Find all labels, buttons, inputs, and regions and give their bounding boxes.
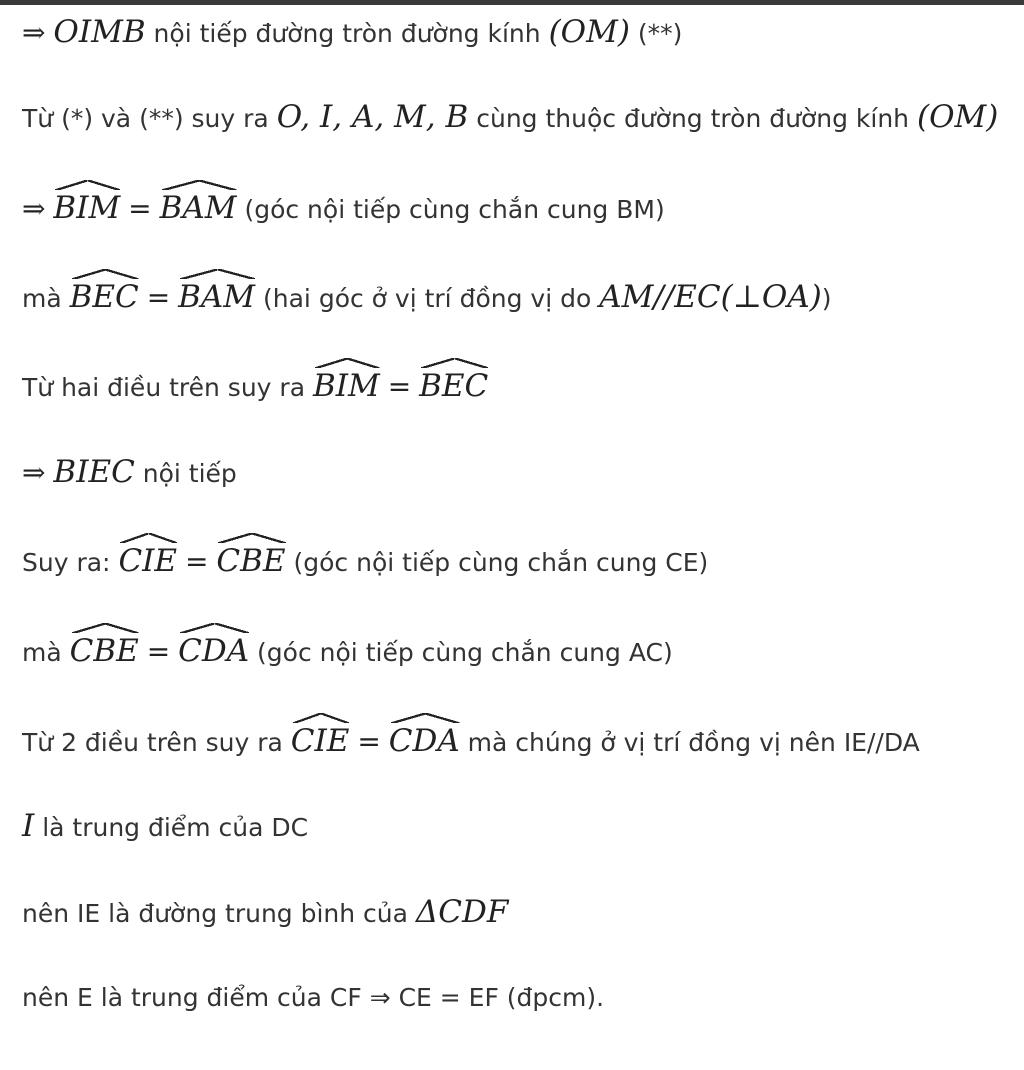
proof-line-11 xyxy=(22,892,508,932)
equals-symbol: = xyxy=(357,725,381,758)
proof-line-10 xyxy=(22,806,308,846)
equals-symbol: = xyxy=(185,545,209,578)
text: cùng thuộc đường tròn đường kính xyxy=(468,104,917,133)
text: Suy ra: xyxy=(22,548,119,577)
angle-cda: CDA xyxy=(388,723,460,759)
angle-bec: BEC xyxy=(69,279,139,315)
text: (góc nội tiếp cùng chắn cung BM) xyxy=(236,195,665,224)
text: mà chúng ở vị trí đồng vị nên IE//DA xyxy=(459,728,920,757)
text: (góc nội tiếp cùng chắn cung AC) xyxy=(249,638,673,667)
text: nội tiếp đường tròn đường kính xyxy=(145,19,549,48)
proof-line-12 xyxy=(22,978,604,1018)
text: mà xyxy=(22,638,70,667)
math-triangle-cdf: ΔCDF xyxy=(415,894,509,930)
angle-cbe: CBE xyxy=(216,543,286,579)
implies-symbol: ⇒ xyxy=(22,16,46,49)
text: mà xyxy=(22,284,70,313)
implies-symbol: ⇒ xyxy=(22,192,46,225)
equals-symbol: = xyxy=(146,635,171,668)
angle-cie: CIE xyxy=(290,723,350,759)
proof-line-1 xyxy=(22,12,682,52)
math-circle-om: (OM) xyxy=(916,99,999,135)
angle-bim: BIM xyxy=(53,190,121,226)
math-quadrilateral-oimb: OIMB xyxy=(53,14,146,50)
equals-symbol: = xyxy=(387,370,412,403)
text: Từ hai điều trên suy ra xyxy=(22,373,313,402)
text: là trung điểm của DC xyxy=(34,813,309,842)
proof-line-6 xyxy=(22,452,237,492)
text: ) xyxy=(821,284,832,313)
proof-line-9 xyxy=(22,721,920,761)
angle-bam: BAM xyxy=(178,279,256,315)
math-points: O, I, A, M, B xyxy=(276,99,469,135)
proof-line-4 xyxy=(22,277,831,317)
proof-line-3 xyxy=(22,188,665,228)
text: Từ (*) và (**) suy ra xyxy=(22,104,277,133)
math-parallel: AM//EC(⊥OA) xyxy=(599,279,822,315)
proof-line-2 xyxy=(22,97,998,137)
angle-bec: BEC xyxy=(419,368,489,404)
math-point-i: I xyxy=(22,808,35,844)
angle-bam: BAM xyxy=(159,190,237,226)
math-quadrilateral-biec: BIEC xyxy=(53,454,135,490)
text: nên IE là đường trung bình của xyxy=(22,899,416,928)
angle-cie: CIE xyxy=(118,543,178,579)
math-circle-om: (OM) xyxy=(548,14,630,50)
proof-line-8 xyxy=(22,631,673,671)
text: (**) xyxy=(629,19,683,48)
equals-symbol: = xyxy=(128,192,152,225)
implies-symbol: ⇒ xyxy=(22,456,46,489)
text: nội tiếp xyxy=(134,459,237,488)
top-border xyxy=(0,0,1024,5)
angle-cbe: CBE xyxy=(69,633,139,669)
angle-bim: BIM xyxy=(312,368,380,404)
proof-line-5 xyxy=(22,366,488,406)
proof-line-7 xyxy=(22,541,708,581)
text: (hai góc ở vị trí đồng vị do xyxy=(255,284,600,313)
text: nên E là trung điểm của CF ⇒ CE = EF (đpcm). xyxy=(22,983,605,1012)
equals-symbol: = xyxy=(146,281,171,314)
angle-cda: CDA xyxy=(178,633,250,669)
text: Từ 2 điều trên suy ra xyxy=(22,728,291,757)
text: (góc nội tiếp cùng chắn cung CE) xyxy=(285,548,709,577)
